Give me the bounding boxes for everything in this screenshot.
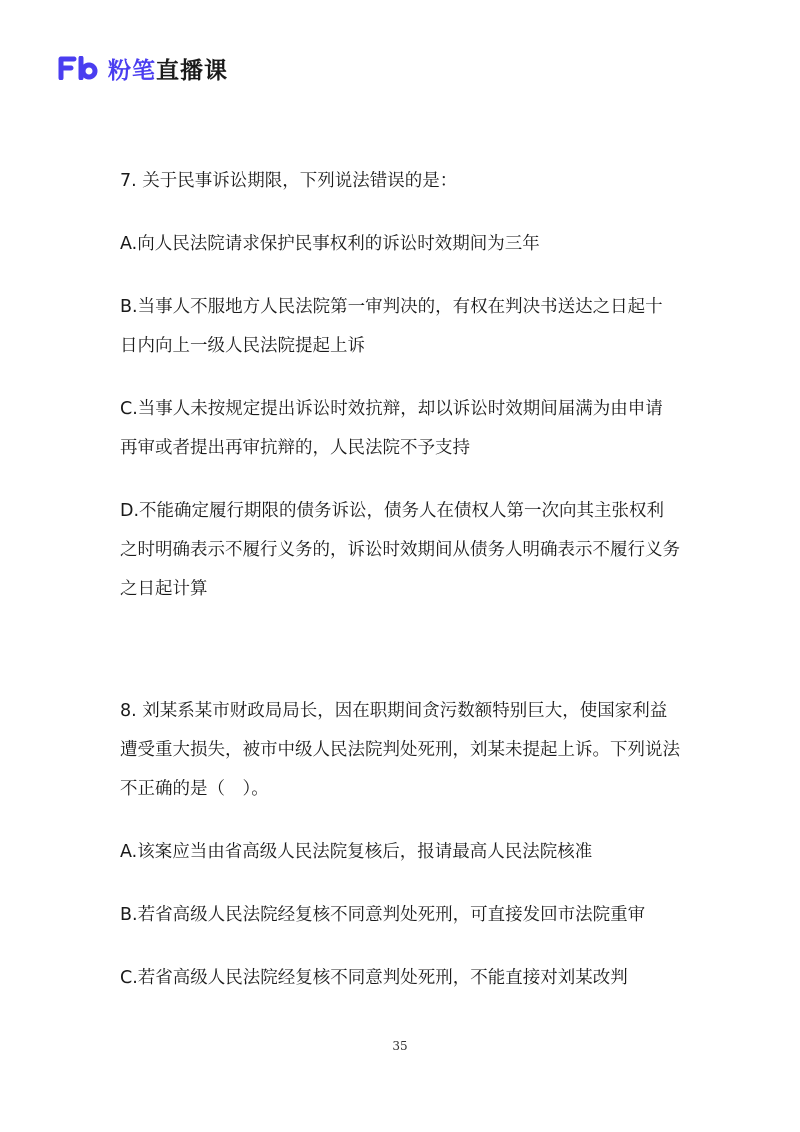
option-b: B.当事人不服地方人民法院第一审判决的，有权在判决书送达之日起十日内向上一级人民法院提起上诉 <box>120 297 663 356</box>
option-d: D.不能确定履行期限的债务诉讼，债务人在债权人第一次向其主张权利之时明确表示不履行义务的，诉讼时效期间从债务人明确表示不履行义务之日起计算 <box>120 501 680 599</box>
question-stem: 8. 刘某系某市财政局局长，因在职期间贪污数额特别巨大，使国家利益遭受重大损失，被市中级人民法院判处死刑，刘某未提起上诉。下列说法不正确的是（ ）。 <box>120 701 680 799</box>
page-number: 35 <box>392 1039 408 1053</box>
question-stem: 7. 关于民事诉讼期限，下列说法错误的是： <box>120 171 458 191</box>
option-a: A.该案应当由省高级人民法院复核后，报请最高人民法院核准 <box>120 842 593 862</box>
logo-text <box>108 52 228 85</box>
logo <box>58 53 228 83</box>
option-c: C.若省高级人民法院经复核不同意判处死刑，不能直接对刘某改判 <box>120 968 628 988</box>
option-a: A.向人民法院请求保护民事权利的诉讼时效期间为三年 <box>120 234 540 254</box>
logo-brand-text: 粉笔 <box>108 57 156 84</box>
option-b: B.若省高级人民法院经复核不同意判处死刑，可直接发回市法院重审 <box>120 905 646 925</box>
question-7 <box>120 162 680 609</box>
fb-logo-icon <box>58 56 100 80</box>
option-c: C.当事人未按规定提出诉讼时效抗辩，却以诉讼时效期间届满为由申请再审或者提出再审抗辩的，人民法院不予支持 <box>120 399 663 458</box>
question-8 <box>120 692 680 998</box>
logo-rest-text: 直播课 <box>156 57 228 84</box>
